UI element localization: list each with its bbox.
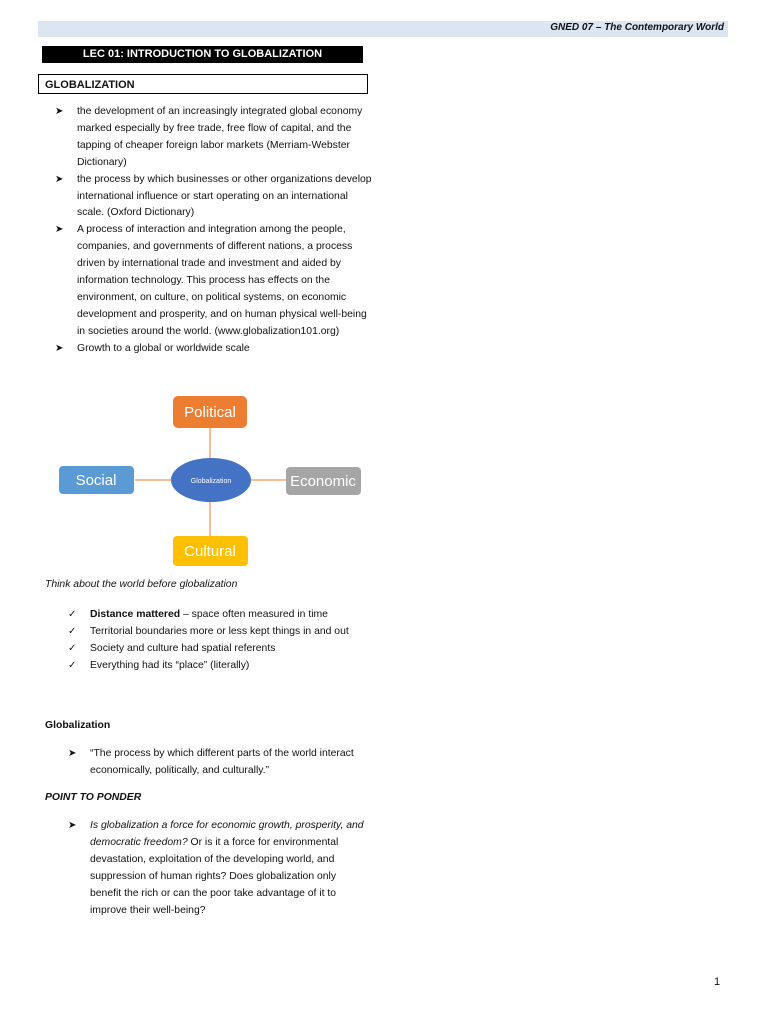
check-text: Society and culture had spatial referents bbox=[90, 642, 276, 654]
ponder-heading: POINT TO PONDER bbox=[45, 792, 142, 803]
list-item bbox=[55, 222, 375, 340]
check-icon: ✓ bbox=[68, 609, 77, 620]
arrow-bullet-icon: ➤ bbox=[55, 106, 64, 117]
check-list bbox=[68, 607, 368, 675]
ponder-text: Or is it a force for environmental devastation, exploitation of the developing world, and suppression of human rights? Does globalization only benefit the rich or can the poor take advantage of it to improve their well-being? bbox=[90, 836, 339, 916]
ponder-italic-text: Is globalization a force for economic growth, prosperity, and democratic freedom? bbox=[90, 820, 364, 848]
definition-text: A process of interaction and integration among the people, companies, and governments of different nations, a process driven by international trade and investment and aided by information technology. This process has effects on the environment, on culture, on political systems, on economic development and prosperity, and on human physical well-being in societies around the world. (www.globalization101.org) bbox=[77, 224, 367, 337]
list-item bbox=[68, 658, 368, 675]
check-icon: ✓ bbox=[68, 625, 77, 637]
arrow-bullet-icon: ➤ bbox=[55, 342, 64, 354]
globalization-diagram bbox=[55, 392, 365, 572]
arrow-bullet-icon: ➤ bbox=[55, 224, 64, 236]
check-text: Everything had its “place” (literally) bbox=[90, 659, 250, 671]
check-text: – space often measured in time bbox=[180, 609, 328, 620]
globalization-center-label: Globalization bbox=[190, 478, 232, 485]
definition-list bbox=[55, 104, 375, 358]
list-item bbox=[68, 746, 368, 780]
lecture-title: LEC 01: INTRODUCTION TO GLOBALIZATION bbox=[42, 46, 363, 63]
list-item bbox=[68, 818, 368, 919]
arrow-bullet-icon: ➤ bbox=[68, 820, 77, 831]
course-header: GNED 07 – The Contemporary World bbox=[550, 22, 724, 33]
cultural-label: Cultural bbox=[184, 543, 236, 560]
section-title: GLOBALIZATION bbox=[38, 74, 368, 94]
arrow-bullet-icon: ➤ bbox=[55, 173, 64, 185]
list-item bbox=[68, 624, 368, 641]
list-item bbox=[68, 607, 368, 624]
definition-text: Growth to a global or worldwide scale bbox=[77, 342, 250, 354]
check-icon: ✓ bbox=[68, 642, 77, 654]
check-text: Territorial boundaries more or less kept things in and out bbox=[90, 625, 349, 637]
social-label: Social bbox=[75, 472, 117, 489]
definition-text: the development of an increasingly integrated global economy marked especially by free trade, free flow of capital, and the tapping of cheaper foreign labor markets (Merriam-Webster Dictionary) bbox=[77, 106, 363, 168]
globalization-heading: Globalization bbox=[45, 720, 111, 731]
globalization-quote: “The process by which different parts of the world interact economically, politically, and culturally.” bbox=[90, 748, 354, 776]
list-item bbox=[55, 341, 375, 358]
check-bold-text: Distance mattered bbox=[90, 609, 181, 620]
political-label: Political bbox=[184, 404, 236, 421]
page-number: 1 bbox=[714, 976, 721, 988]
arrow-bullet-icon: ➤ bbox=[68, 748, 77, 759]
list-item bbox=[55, 172, 375, 223]
economic-label: Economic bbox=[290, 473, 356, 490]
definition-text: the process by which businesses or other organizations develop international influence or start operating on an international scale. (Oxford Dictionary) bbox=[77, 173, 372, 219]
think-heading: Think about the world before globalization bbox=[45, 579, 238, 590]
ponder-list bbox=[68, 818, 368, 919]
check-icon: ✓ bbox=[68, 659, 77, 671]
list-item bbox=[55, 104, 375, 172]
quote-list bbox=[68, 746, 368, 780]
list-item bbox=[68, 641, 368, 658]
